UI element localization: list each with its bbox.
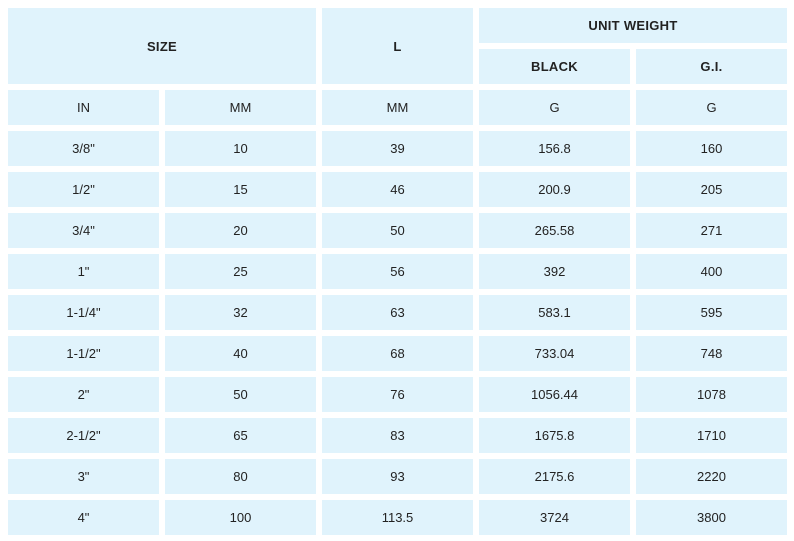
size-mm-cell: 100 — [165, 500, 316, 535]
length-cell: 39 — [322, 131, 473, 166]
gi-weight-cell: 160 — [636, 131, 787, 166]
data-rows — [8, 131, 787, 535]
size-header: SIZE — [8, 8, 316, 84]
size-mm-cell: 80 — [165, 459, 316, 494]
black-weight-cell: 392 — [479, 254, 630, 289]
table-row — [8, 131, 787, 166]
gi-weight-cell: 400 — [636, 254, 787, 289]
black-weight-cell: 2175.6 — [479, 459, 630, 494]
size-in-cell: 3/4" — [8, 213, 159, 248]
gi-weight-cell: 3800 — [636, 500, 787, 535]
unit-l-mm: MM — [322, 90, 473, 125]
table-row — [8, 418, 787, 453]
header-row-top — [8, 8, 787, 43]
size-mm-cell: 40 — [165, 336, 316, 371]
size-in-cell: 3/8" — [8, 131, 159, 166]
length-cell: 113.5 — [322, 500, 473, 535]
units-row — [8, 90, 787, 125]
size-mm-cell: 65 — [165, 418, 316, 453]
size-in-cell: 1" — [8, 254, 159, 289]
length-cell: 83 — [322, 418, 473, 453]
black-header: BLACK — [479, 49, 630, 84]
black-weight-cell: 583.1 — [479, 295, 630, 330]
table-row — [8, 213, 787, 248]
size-in-cell: 2-1/2" — [8, 418, 159, 453]
size-mm-cell: 15 — [165, 172, 316, 207]
size-in-cell: 1-1/4" — [8, 295, 159, 330]
gi-weight-cell: 595 — [636, 295, 787, 330]
length-cell: 63 — [322, 295, 473, 330]
unit-gi-g: G — [636, 90, 787, 125]
size-in-cell: 1-1/2" — [8, 336, 159, 371]
length-header: L — [322, 8, 473, 84]
length-cell: 46 — [322, 172, 473, 207]
black-weight-cell: 265.58 — [479, 213, 630, 248]
size-mm-cell: 32 — [165, 295, 316, 330]
size-in-cell: 4" — [8, 500, 159, 535]
table-row — [8, 377, 787, 412]
length-cell: 50 — [322, 213, 473, 248]
gi-weight-cell: 271 — [636, 213, 787, 248]
gi-weight-cell: 748 — [636, 336, 787, 371]
table-row — [8, 295, 787, 330]
unit-in: IN — [8, 90, 159, 125]
length-cell: 93 — [322, 459, 473, 494]
table-row — [8, 500, 787, 535]
length-cell: 56 — [322, 254, 473, 289]
size-mm-cell: 50 — [165, 377, 316, 412]
size-mm-cell: 25 — [165, 254, 316, 289]
size-in-cell: 2" — [8, 377, 159, 412]
unit-weight-table — [2, 2, 793, 541]
table-row — [8, 254, 787, 289]
table-row — [8, 336, 787, 371]
black-weight-cell: 156.8 — [479, 131, 630, 166]
size-in-cell: 1/2" — [8, 172, 159, 207]
gi-weight-cell: 2220 — [636, 459, 787, 494]
size-in-cell: 3" — [8, 459, 159, 494]
gi-weight-cell: 1078 — [636, 377, 787, 412]
black-weight-cell: 1675.8 — [479, 418, 630, 453]
length-cell: 68 — [322, 336, 473, 371]
black-weight-cell: 1056.44 — [479, 377, 630, 412]
black-weight-cell: 733.04 — [479, 336, 630, 371]
gi-weight-cell: 1710 — [636, 418, 787, 453]
unit-weight-header: UNIT WEIGHT — [479, 8, 787, 43]
size-mm-cell: 10 — [165, 131, 316, 166]
unit-mm: MM — [165, 90, 316, 125]
black-weight-cell: 200.9 — [479, 172, 630, 207]
gi-weight-cell: 205 — [636, 172, 787, 207]
table-row — [8, 459, 787, 494]
length-cell: 76 — [322, 377, 473, 412]
black-weight-cell: 3724 — [479, 500, 630, 535]
unit-black-g: G — [479, 90, 630, 125]
table-row — [8, 172, 787, 207]
size-mm-cell: 20 — [165, 213, 316, 248]
gi-header: G.I. — [636, 49, 787, 84]
